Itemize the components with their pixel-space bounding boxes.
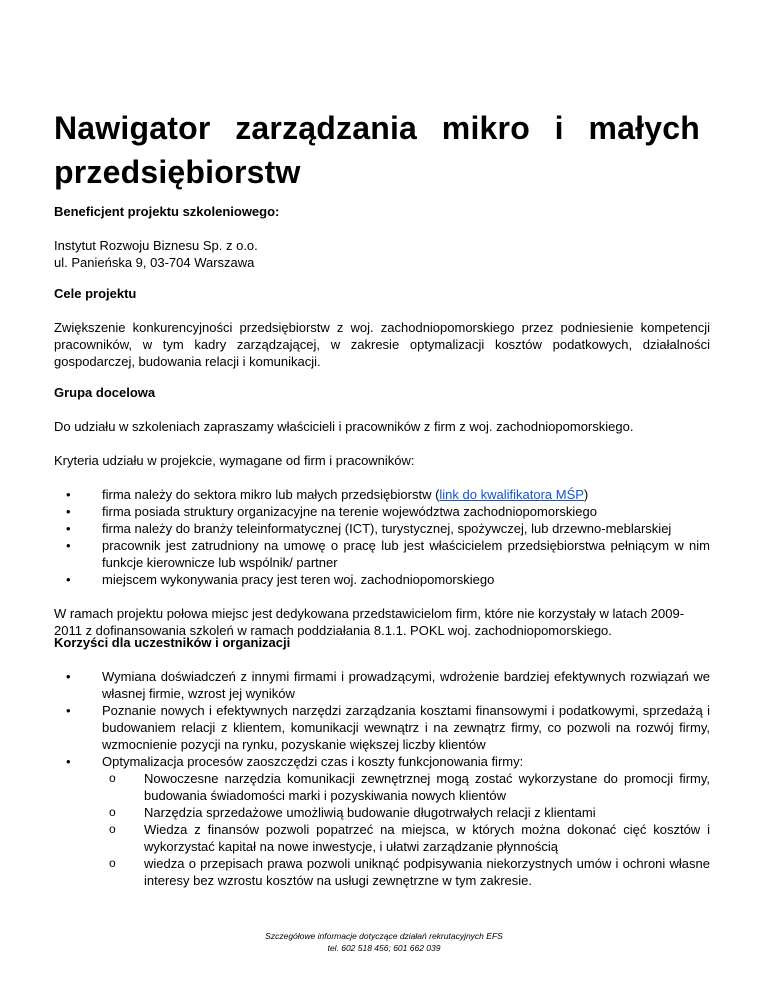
target-text: Do udziału w szkoleniach zapraszamy właścicieli i pracowników z firm z woj. zachodniopomorskiego. xyxy=(54,419,634,434)
list-item xyxy=(54,520,710,537)
benefits-heading: Korzyści dla uczestników i organizacji xyxy=(54,635,291,650)
criteria-text-after: ) xyxy=(583,487,589,502)
goals-text: Zwiększenie konkurencyjności przedsiębiorstw z woj. zachodniopomorskiego przez podniesienie kompetencji pracowników, w tym kadry zarządzającej, w zakresie optymalizacji kosztów podatkowych, działalności gospodarczej, budowania relacji i komunikacji. xyxy=(54,320,710,369)
title-word: i xyxy=(554,110,564,146)
circle-bullet-icon: o xyxy=(109,805,116,819)
criteria-text: firma należy do sektora mikro lub małych przedsiębiorstw ( xyxy=(102,487,440,502)
bullet-icon: • xyxy=(66,504,71,519)
bullet-icon: • xyxy=(66,754,71,769)
subbenefit-text: wiedza o przepisach prawa pozwoli uniknąć podpisywania niekorzystnych umów i ochroni własne interesy bez wzrostu kosztów na usługi zewnętrzne w tym zakresie. xyxy=(144,856,710,888)
circle-bullet-icon: o xyxy=(109,822,116,836)
benefits-sublist xyxy=(54,770,710,889)
criteria-intro: Kryteria udziału w projekcie, wymagane od firm i pracowników: xyxy=(54,453,415,468)
page-footer xyxy=(54,930,714,954)
target-section xyxy=(54,384,710,639)
list-item xyxy=(54,668,710,702)
title-line-2: przedsiębiorstw xyxy=(54,154,301,190)
list-item xyxy=(54,753,710,770)
subbenefit-text: Wiedza z finansów pozwoli popatrzeć na miejsca, w których można dokonać cięć kosztów i wykorzystać kapitał na nowe inwestycje, i ułatwi zarządzanie płynnością xyxy=(144,822,710,854)
target-heading: Grupa docelowa xyxy=(54,385,156,400)
list-item xyxy=(54,821,710,855)
msp-qualifier-link[interactable]: link do kwalifikatora MŚP xyxy=(439,487,584,502)
criteria-list xyxy=(54,486,710,588)
footer-line-1: Szczegółowe informacje dotyczące działań rekrutacyjnych EFS xyxy=(265,931,503,941)
title-line-1 xyxy=(54,106,700,150)
list-item xyxy=(54,770,710,804)
bullet-icon: • xyxy=(66,521,71,536)
subbenefit-text: Nowoczesne narzędzia komunikacji zewnętrznej mogą zostać wykorzystane do promocji firmy, budowania świadomości marki i pozyskiwania nowych klientów xyxy=(144,771,710,803)
list-item xyxy=(54,571,710,588)
list-item xyxy=(54,804,710,821)
footer-line-2: tel. 602 518 456; 601 662 039 xyxy=(327,943,441,953)
target-note: W ramach projektu połowa miejsc jest dedykowana przedstawicielom firm, które nie korzystały w latach 2009-2011 z dofinansowania szkoleń w ramach poddziałania 8.1.1. POKL woj. zachodniopomorskiego. xyxy=(54,606,685,638)
circle-bullet-icon: o xyxy=(109,771,116,785)
list-item xyxy=(54,702,710,753)
page-title xyxy=(54,106,700,194)
bullet-icon: • xyxy=(66,669,71,684)
goals-heading: Cele projektu xyxy=(54,286,137,301)
beneficiary-heading: Beneficjent projektu szkoleniowego: xyxy=(54,204,280,219)
benefits-list xyxy=(54,668,710,770)
list-item xyxy=(54,503,710,520)
list-item xyxy=(54,537,710,571)
title-word: małych xyxy=(588,110,700,146)
title-word: Nawigator xyxy=(54,110,211,146)
benefits-section xyxy=(54,634,710,889)
beneficiary-section xyxy=(54,203,710,271)
list-item xyxy=(54,486,710,503)
criteria-text: pracownik jest zatrudniony na umowę o pracę lub jest właścicielem przedsiębiorstwa pełniącym w nim funkcje kierownicze lub wspólnik/ partner xyxy=(102,538,710,570)
bullet-icon: • xyxy=(66,703,71,718)
circle-bullet-icon: o xyxy=(109,856,116,870)
criteria-text: firma należy do branży teleinformatycznej (ICT), turystycznej, spożywczej, lub drzewno-meblarskiej xyxy=(102,521,672,536)
benefit-text: Poznanie nowych i efektywnych narzędzi zarządzania kosztami finansowymi i podatkowymi, sprzedażą i budowaniem relacji z klientem, komunikacji wewnątrz i na zewnątrz firmy, co pozwoli na rozwój firmy, wzmocnienie pozycji na rynku, pozyskanie większej liczby klientów xyxy=(102,703,710,752)
goals-section xyxy=(54,285,710,370)
beneficiary-address: ul. Panieńska 9, 03-704 Warszawa xyxy=(54,255,255,270)
bullet-icon: • xyxy=(66,572,71,587)
title-word: mikro xyxy=(441,110,530,146)
subbenefit-text: Narzędzia sprzedażowe umożliwią budowanie długotrwałych relacji z klientami xyxy=(144,805,596,820)
list-item xyxy=(54,855,710,889)
benefit-text: Optymalizacja procesów zaoszczędzi czas i koszty funkcjonowania firmy: xyxy=(102,754,524,769)
title-word: zarządzania xyxy=(235,110,418,146)
beneficiary-name: Instytut Rozwoju Biznesu Sp. z o.o. xyxy=(54,238,258,253)
criteria-text: miejscem wykonywania pracy jest teren woj. zachodniopomorskiego xyxy=(102,572,495,587)
bullet-icon: • xyxy=(66,487,71,502)
bullet-icon: • xyxy=(66,538,71,553)
criteria-text: firma posiada struktury organizacyjne na terenie województwa zachodniopomorskiego xyxy=(102,504,597,519)
benefit-text: Wymiana doświadczeń z innymi firmami i prowadzącymi, wdrożenie bardziej efektywnych rozwiązań we własnej firmie, wzrost jej wyników xyxy=(102,669,710,701)
